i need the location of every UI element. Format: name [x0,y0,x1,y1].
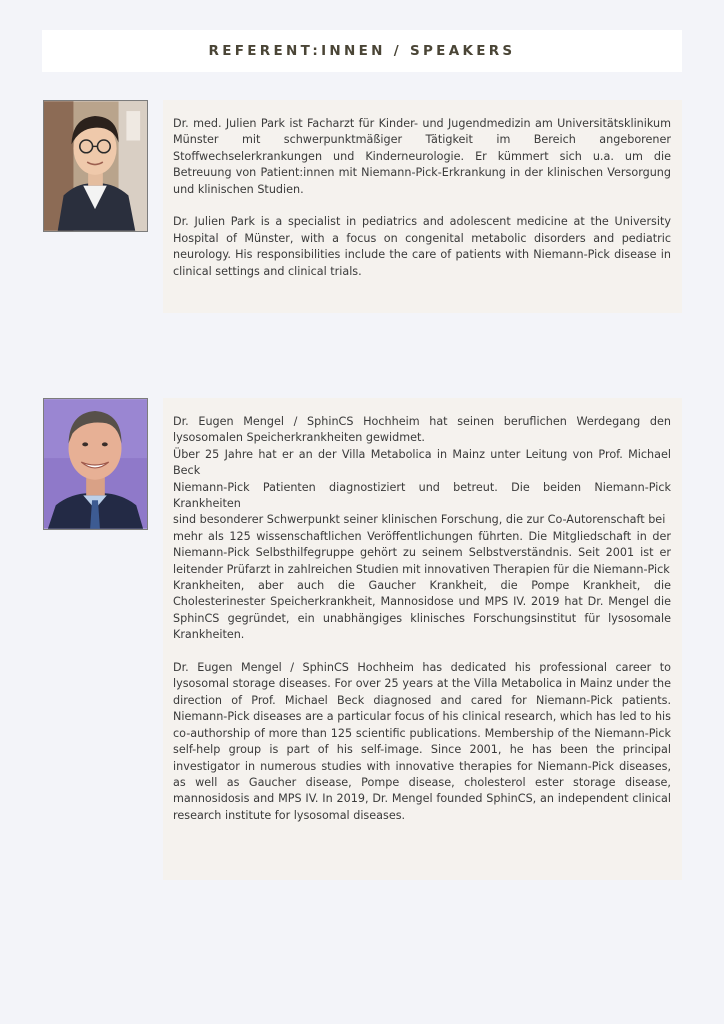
bio-english: Dr. Eugen Mengel / SphinCS Hochheim has dedicated his professional career to lysosomal storage diseases. For over 25 years at the Villa Metabolica in Mainz under the direction of Prof. Michael Beck diagnosed and cared for Niemann-Pick patients. Niemann-Pick diseases are a particular focus of his clinical research, which has led to his co-authorship of more than 125 scientific publications. Membership of the Niemann-Pick self-help group is part of his self-image. Since 2001, he has been the principal investigator in numerous studies with innovative therapies for Niemann-Pick diseases, as well as Gaucher disease, Pompe disease, cholesterol ester storage disease, mannosidosis and MPS IV. In 2019, Dr. Mengel founded SphinCS, an independent clinical research institute for lysosomal diseases. [173,661,671,822]
portrait-icon [44,101,147,231]
bio-english: Dr. Julien Park is a specialist in pediatrics and adolescent medicine at the University Hospital of Münster, with a focus on congenital metabolic disorders and pediatric neurology. His responsibilities include the care of patients with Niemann-Pick disease in clinical settings and clinical trials. [173,215,671,278]
page-title: REFERENT:INNEN / SPEAKERS [208,43,516,59]
bio-german: Dr. Eugen Mengel / SphinCS Hochheim hat seinen beruflichen Werdegang den lysosomalen Speicherkrankheiten gewidmet. Über 25 Jahre hat er an der Villa Metabolica in Mainz unter Leitung von Prof. Michael Beck Niemann-Pick Patienten diagnostiziert und betreut. Die beiden Niemann-Pick Krankheiten sind besonderer Schwerpunkt seiner klinischen Forschung, die zur Co-Autorenschaft bei mehr als 125 wissenschaftlichen Veröffentlichungen führten. Die Mitgliedschaft in der Niemann-Pick Selbsthilfegruppe gehört zu seinem Selbstverständnis. Seit 2001 ist er leitender Prüfarzt in zahlreichen Studien mit innovativen Therapien für die Niemann-Pick Krankheiten, aber auch die Gaucher Krankheit, die Pompe Krankheit, die Cholesterinester Speicherkrankheit, Mannosidose und MPS IV. 2019 hat Dr. Mengel die SphinCS gegründet, ein unabhängiges klinisches Forschungsinstitut für lysosomale Krankheiten. [173,415,671,642]
speaker-bio-card-julien-park [163,100,682,313]
speaker-photo-julien-park [43,100,148,232]
portrait-icon [44,399,147,529]
speaker-photo-eugen-mengel [43,398,148,530]
page-header [42,30,682,72]
speaker-bio-card-eugen-mengel [163,398,682,880]
bio-german: Dr. med. Julien Park ist Facharzt für Kinder- und Jugendmedizin am Universitätsklinikum Münster mit schwerpunktmäßiger Tätigkeit im Bereich angeborener Stoffwechselerkrankungen und Kinderneurologie. Er kümmert sich u.a. um die Betreuung von Patient:innen mit Niemann-Pick-Erkrankung in der klinischen Versorgung und klinischen Studien. [173,117,671,196]
